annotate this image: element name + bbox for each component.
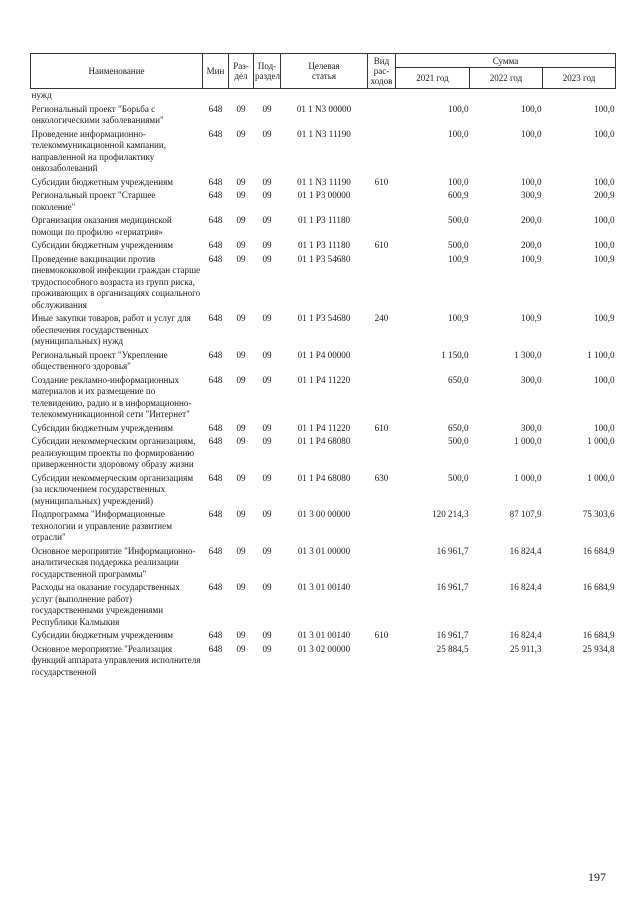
row-podrazdel: 09	[262, 422, 272, 433]
row-name: Иные закупки товаров, работ и услуг для обеспечения государственных (муниципальных) нужд	[31, 313, 191, 346]
row-min: 648	[208, 240, 223, 250]
row-min: 648	[208, 545, 223, 556]
header-year-2021: 2021 год	[396, 68, 470, 89]
row-razdel: 09	[236, 436, 246, 446]
row-sum-2023: 25 934,8	[582, 643, 615, 654]
row-razdel: 09	[236, 422, 246, 433]
row-razdel	[229, 89, 254, 104]
row-min	[203, 89, 229, 104]
row-sum-2021: 16 961,7	[436, 630, 469, 640]
row-sum-2022: 25 911,3	[510, 643, 542, 654]
row-razdel: 09	[236, 349, 246, 360]
row-razdel: 09	[236, 176, 246, 187]
row-min: 648	[208, 472, 223, 483]
row-name: Проведение информационно-телекоммуникационной кампании, направленной на профилактику онкозаболеваний	[31, 128, 167, 173]
row-sum-2022: 1 000,0	[514, 436, 542, 446]
row-min: 648	[208, 436, 223, 446]
row-podrazdel: 09	[262, 103, 272, 114]
table-row	[31, 215, 616, 240]
row-sum-2022: 100,0	[521, 103, 542, 114]
row-razdel: 09	[236, 253, 246, 264]
header-razdel: Раз- дел	[229, 54, 254, 89]
table-row	[31, 436, 616, 473]
row-target-code: 01 3 01 00140	[297, 582, 351, 592]
row-podrazdel: 09	[262, 190, 272, 200]
row-vid	[368, 436, 396, 473]
row-sum-2021: 16 961,7	[436, 545, 469, 556]
row-min: 648	[208, 582, 223, 592]
header-podrazdel: Под- раздел	[254, 54, 281, 89]
row-target-code: 01 1 P4 11220	[297, 374, 351, 385]
row-sum-2022: 100,9	[521, 313, 542, 323]
table-row	[31, 630, 616, 644]
row-target-code: 01 1 N3 11190	[297, 176, 351, 187]
row-vid: 610	[374, 422, 389, 433]
row-razdel: 09	[236, 374, 246, 385]
row-sum-2022: 300,9	[521, 190, 542, 200]
row-sum-2022	[470, 89, 543, 104]
row-podrazdel	[254, 89, 281, 104]
row-sum-2021: 650,0	[448, 422, 469, 433]
row-name: Основное мероприятие "Информационно-аналитическая поддержка реализации государственной программы"	[31, 545, 196, 579]
row-vid	[368, 215, 396, 240]
row-target-code	[281, 89, 368, 104]
row-sum-2021: 1 150,0	[441, 349, 469, 360]
row-name: Региональный проект "Старшее поколение"	[31, 190, 156, 212]
row-target-code: 01 3 01 00140	[297, 630, 351, 640]
row-target-code: 01 1 P3 11180	[297, 215, 351, 225]
row-name: Субсидии бюджетным учреждениям	[31, 422, 174, 433]
table-header	[31, 54, 616, 89]
header-sum: Сумма	[396, 54, 616, 68]
table-row	[31, 546, 616, 583]
row-vid: 630	[374, 472, 389, 483]
row-podrazdel: 09	[262, 582, 272, 592]
row-vid	[368, 509, 396, 546]
row-sum-2023: 100,0	[594, 103, 615, 114]
row-min: 648	[208, 313, 223, 323]
row-vid	[368, 190, 396, 215]
row-sum-2022: 300,0	[521, 422, 542, 433]
row-target-code: 01 1 P4 00000	[297, 349, 351, 360]
row-target-code: 01 3 02 00000	[297, 643, 351, 654]
row-sum-2023: 100,0	[594, 240, 615, 250]
table-row	[31, 89, 616, 104]
row-podrazdel: 09	[262, 253, 272, 264]
row-name: Региональный проект "Борьба с онкологическими заболеваниями"	[31, 103, 164, 125]
table-row	[31, 423, 616, 437]
row-razdel: 09	[236, 630, 246, 640]
row-razdel: 09	[236, 190, 246, 200]
row-sum-2021	[396, 89, 470, 104]
row-sum-2023: 1 000,0	[587, 472, 615, 483]
row-target-code: 01 1 P3 54680	[297, 253, 351, 264]
row-min: 648	[208, 253, 223, 264]
row-razdel: 09	[236, 472, 246, 483]
row-sum-2022: 16 824,4	[509, 630, 542, 640]
row-sum-2022: 200,0	[521, 215, 542, 225]
row-target-code: 01 1 P3 11180	[297, 240, 351, 250]
row-sum-2023: 100,0	[594, 422, 615, 433]
row-vid	[368, 375, 396, 423]
row-name: Создание рекламно-информационных материалов и их размещение по телевидению, радио и в информационно-телекоммуникационной сети "Интернет"	[31, 374, 192, 419]
row-razdel: 09	[236, 545, 246, 556]
row-razdel: 09	[236, 313, 246, 323]
row-sum-2021: 100,0	[448, 103, 469, 114]
row-sum-2023: 75 303,6	[582, 509, 615, 519]
row-sum-2021: 100,9	[448, 313, 469, 323]
row-name: Субсидии бюджетным учреждениям	[31, 240, 174, 250]
row-sum-2022: 200,0	[521, 240, 542, 250]
row-sum-2023: 16 684,9	[582, 545, 615, 556]
row-sum-2022: 300,0	[521, 374, 542, 385]
table-row	[31, 644, 616, 681]
row-podrazdel: 09	[262, 176, 272, 187]
row-sum-2021: 25 884,5	[436, 643, 469, 654]
row-sum-2021: 100,0	[448, 176, 469, 187]
budget-table	[30, 53, 616, 680]
row-name: Субсидии некоммерческим организациям, реализующим проекты по формированию приверженности здоровому образу жизни	[31, 436, 196, 469]
row-sum-2021: 500,0	[448, 240, 469, 250]
row-sum-2021: 500,0	[448, 472, 469, 483]
row-target-code: 01 1 P4 68080	[297, 436, 351, 446]
table-row	[31, 582, 616, 630]
row-razdel: 09	[236, 240, 246, 250]
table-row	[31, 375, 616, 423]
row-vid	[368, 254, 396, 314]
row-sum-2023: 100,9	[594, 253, 615, 264]
row-target-code: 01 1 P3 54680	[297, 313, 351, 323]
header-vid: Вид рас- ходов	[368, 54, 396, 89]
header-year-2022: 2022 год	[470, 68, 543, 89]
table-row	[31, 350, 616, 375]
row-target-code: 01 1 N3 11190	[297, 128, 351, 139]
row-podrazdel: 09	[262, 240, 272, 250]
header-year-2023: 2023 год	[543, 68, 616, 89]
row-sum-2021: 600,9	[448, 190, 469, 200]
row-podrazdel: 09	[262, 509, 272, 519]
row-vid	[368, 350, 396, 375]
row-razdel: 09	[236, 582, 246, 592]
row-razdel: 09	[236, 215, 246, 225]
row-target-code: 01 1 P3 00000	[297, 190, 351, 200]
row-vid	[368, 546, 396, 583]
row-sum-2022: 100,0	[521, 176, 542, 187]
row-name: Расходы на оказание государственных услуг (выполнение работ) государственными учреждениями Республики Калмыкия	[31, 582, 180, 627]
row-target-code: 01 1 P4 11220	[297, 422, 351, 433]
table-row	[31, 177, 616, 191]
row-min: 648	[208, 349, 223, 360]
row-sum-2023: 100,9	[594, 313, 615, 323]
row-podrazdel: 09	[262, 643, 272, 654]
row-name: Подпрограмма "Информационные технологии и управление развитием отрасли"	[31, 509, 172, 542]
row-target-code: 01 1 P4 68080	[297, 472, 351, 483]
row-razdel: 09	[236, 103, 246, 114]
table-body	[31, 89, 616, 681]
row-sum-2023: 1 000,0	[587, 436, 615, 446]
header-min: Мин	[203, 54, 229, 89]
row-name: Субсидии бюджетным учреждениям	[31, 630, 174, 640]
row-sum-2023: 16 684,9	[582, 630, 615, 640]
row-min: 648	[208, 176, 223, 187]
row-sum-2022: 16 824,4	[509, 545, 542, 556]
row-vid: 610	[374, 630, 389, 640]
row-vid	[368, 582, 396, 630]
row-vid	[368, 104, 396, 129]
row-name: Основное мероприятие "Реализация функций аппарата управления исполнителя государственной	[31, 643, 201, 677]
row-min: 648	[208, 422, 223, 433]
row-sum-2023: 100,0	[594, 176, 615, 187]
row-podrazdel: 09	[262, 313, 272, 323]
row-vid	[368, 644, 396, 681]
table-row	[31, 473, 616, 510]
row-razdel: 09	[236, 128, 246, 139]
row-target-code: 01 1 N3 00000	[296, 103, 352, 114]
row-podrazdel: 09	[262, 630, 272, 640]
row-name: Организация оказания медицинской помощи по профилю «гериатрия»	[31, 215, 172, 237]
table-row	[31, 313, 616, 350]
table-row	[31, 129, 616, 177]
header-name: Наименование	[31, 54, 203, 89]
row-razdel: 09	[236, 643, 246, 654]
row-sum-2023: 100,0	[594, 128, 615, 139]
row-sum-2021: 120 214,3	[432, 509, 469, 519]
row-name: нужд	[31, 90, 52, 100]
page-number: 197	[588, 870, 606, 884]
row-sum-2022: 1 300,0	[514, 349, 542, 360]
row-sum-2023	[543, 89, 616, 104]
row-min: 648	[208, 215, 223, 225]
row-sum-2022: 87 107,9	[509, 509, 542, 519]
row-sum-2022: 100,0	[521, 128, 542, 139]
row-sum-2023: 16 684,9	[582, 582, 615, 592]
row-sum-2021: 16 961,7	[436, 582, 469, 592]
row-vid	[368, 89, 396, 104]
row-sum-2023: 100,0	[594, 374, 615, 385]
row-name: Региональный проект "Укрепление общественного здоровья"	[31, 349, 168, 371]
row-podrazdel: 09	[262, 349, 272, 360]
row-name: Субсидии некоммерческим организациям (за исключением государственных (муниципальных) учреждений)	[31, 472, 194, 506]
row-vid: 610	[374, 240, 389, 250]
row-sum-2023: 1 100,0	[587, 349, 615, 360]
row-sum-2021: 500,0	[448, 215, 469, 225]
row-name: Субсидии бюджетным учреждениям	[31, 176, 174, 187]
row-target-code: 01 3 00 00000	[297, 509, 351, 519]
row-podrazdel: 09	[262, 215, 272, 225]
row-podrazdel: 09	[262, 545, 272, 556]
row-vid: 610	[374, 176, 389, 187]
row-min: 648	[208, 509, 223, 519]
row-min: 648	[208, 190, 223, 200]
row-sum-2022: 16 824,4	[509, 582, 542, 592]
table-row	[31, 190, 616, 215]
table-row	[31, 254, 616, 314]
row-podrazdel: 09	[262, 128, 272, 139]
row-min: 648	[208, 630, 223, 640]
row-min: 648	[208, 374, 223, 385]
row-sum-2021: 100,0	[448, 128, 469, 139]
row-target-code: 01 3 01 00000	[297, 545, 351, 556]
row-sum-2021: 100,9	[448, 253, 469, 264]
row-vid	[368, 129, 396, 177]
row-sum-2021: 650,0	[448, 374, 469, 385]
row-sum-2022: 1 000,0	[514, 472, 542, 483]
row-name: Проведение вакцинации против пневмококковой инфекции граждан старше трудоспособного возраста из групп риска, проживающих в организациях социального обслуживания	[31, 253, 201, 310]
row-min: 648	[208, 643, 223, 654]
row-vid: 240	[374, 313, 389, 323]
row-min: 648	[208, 103, 223, 114]
row-sum-2022: 100,9	[521, 253, 542, 264]
row-podrazdel: 09	[262, 374, 272, 385]
header-target: Целевая статья	[281, 54, 368, 89]
table-row	[31, 104, 616, 129]
row-min: 648	[208, 128, 223, 139]
row-sum-2023: 100,0	[594, 215, 615, 225]
row-podrazdel: 09	[262, 436, 272, 446]
row-sum-2021: 500,0	[448, 436, 469, 446]
row-podrazdel: 09	[262, 472, 272, 483]
row-sum-2023: 200,9	[594, 190, 615, 200]
table-row	[31, 509, 616, 546]
row-razdel: 09	[236, 509, 246, 519]
table-row	[31, 240, 616, 254]
